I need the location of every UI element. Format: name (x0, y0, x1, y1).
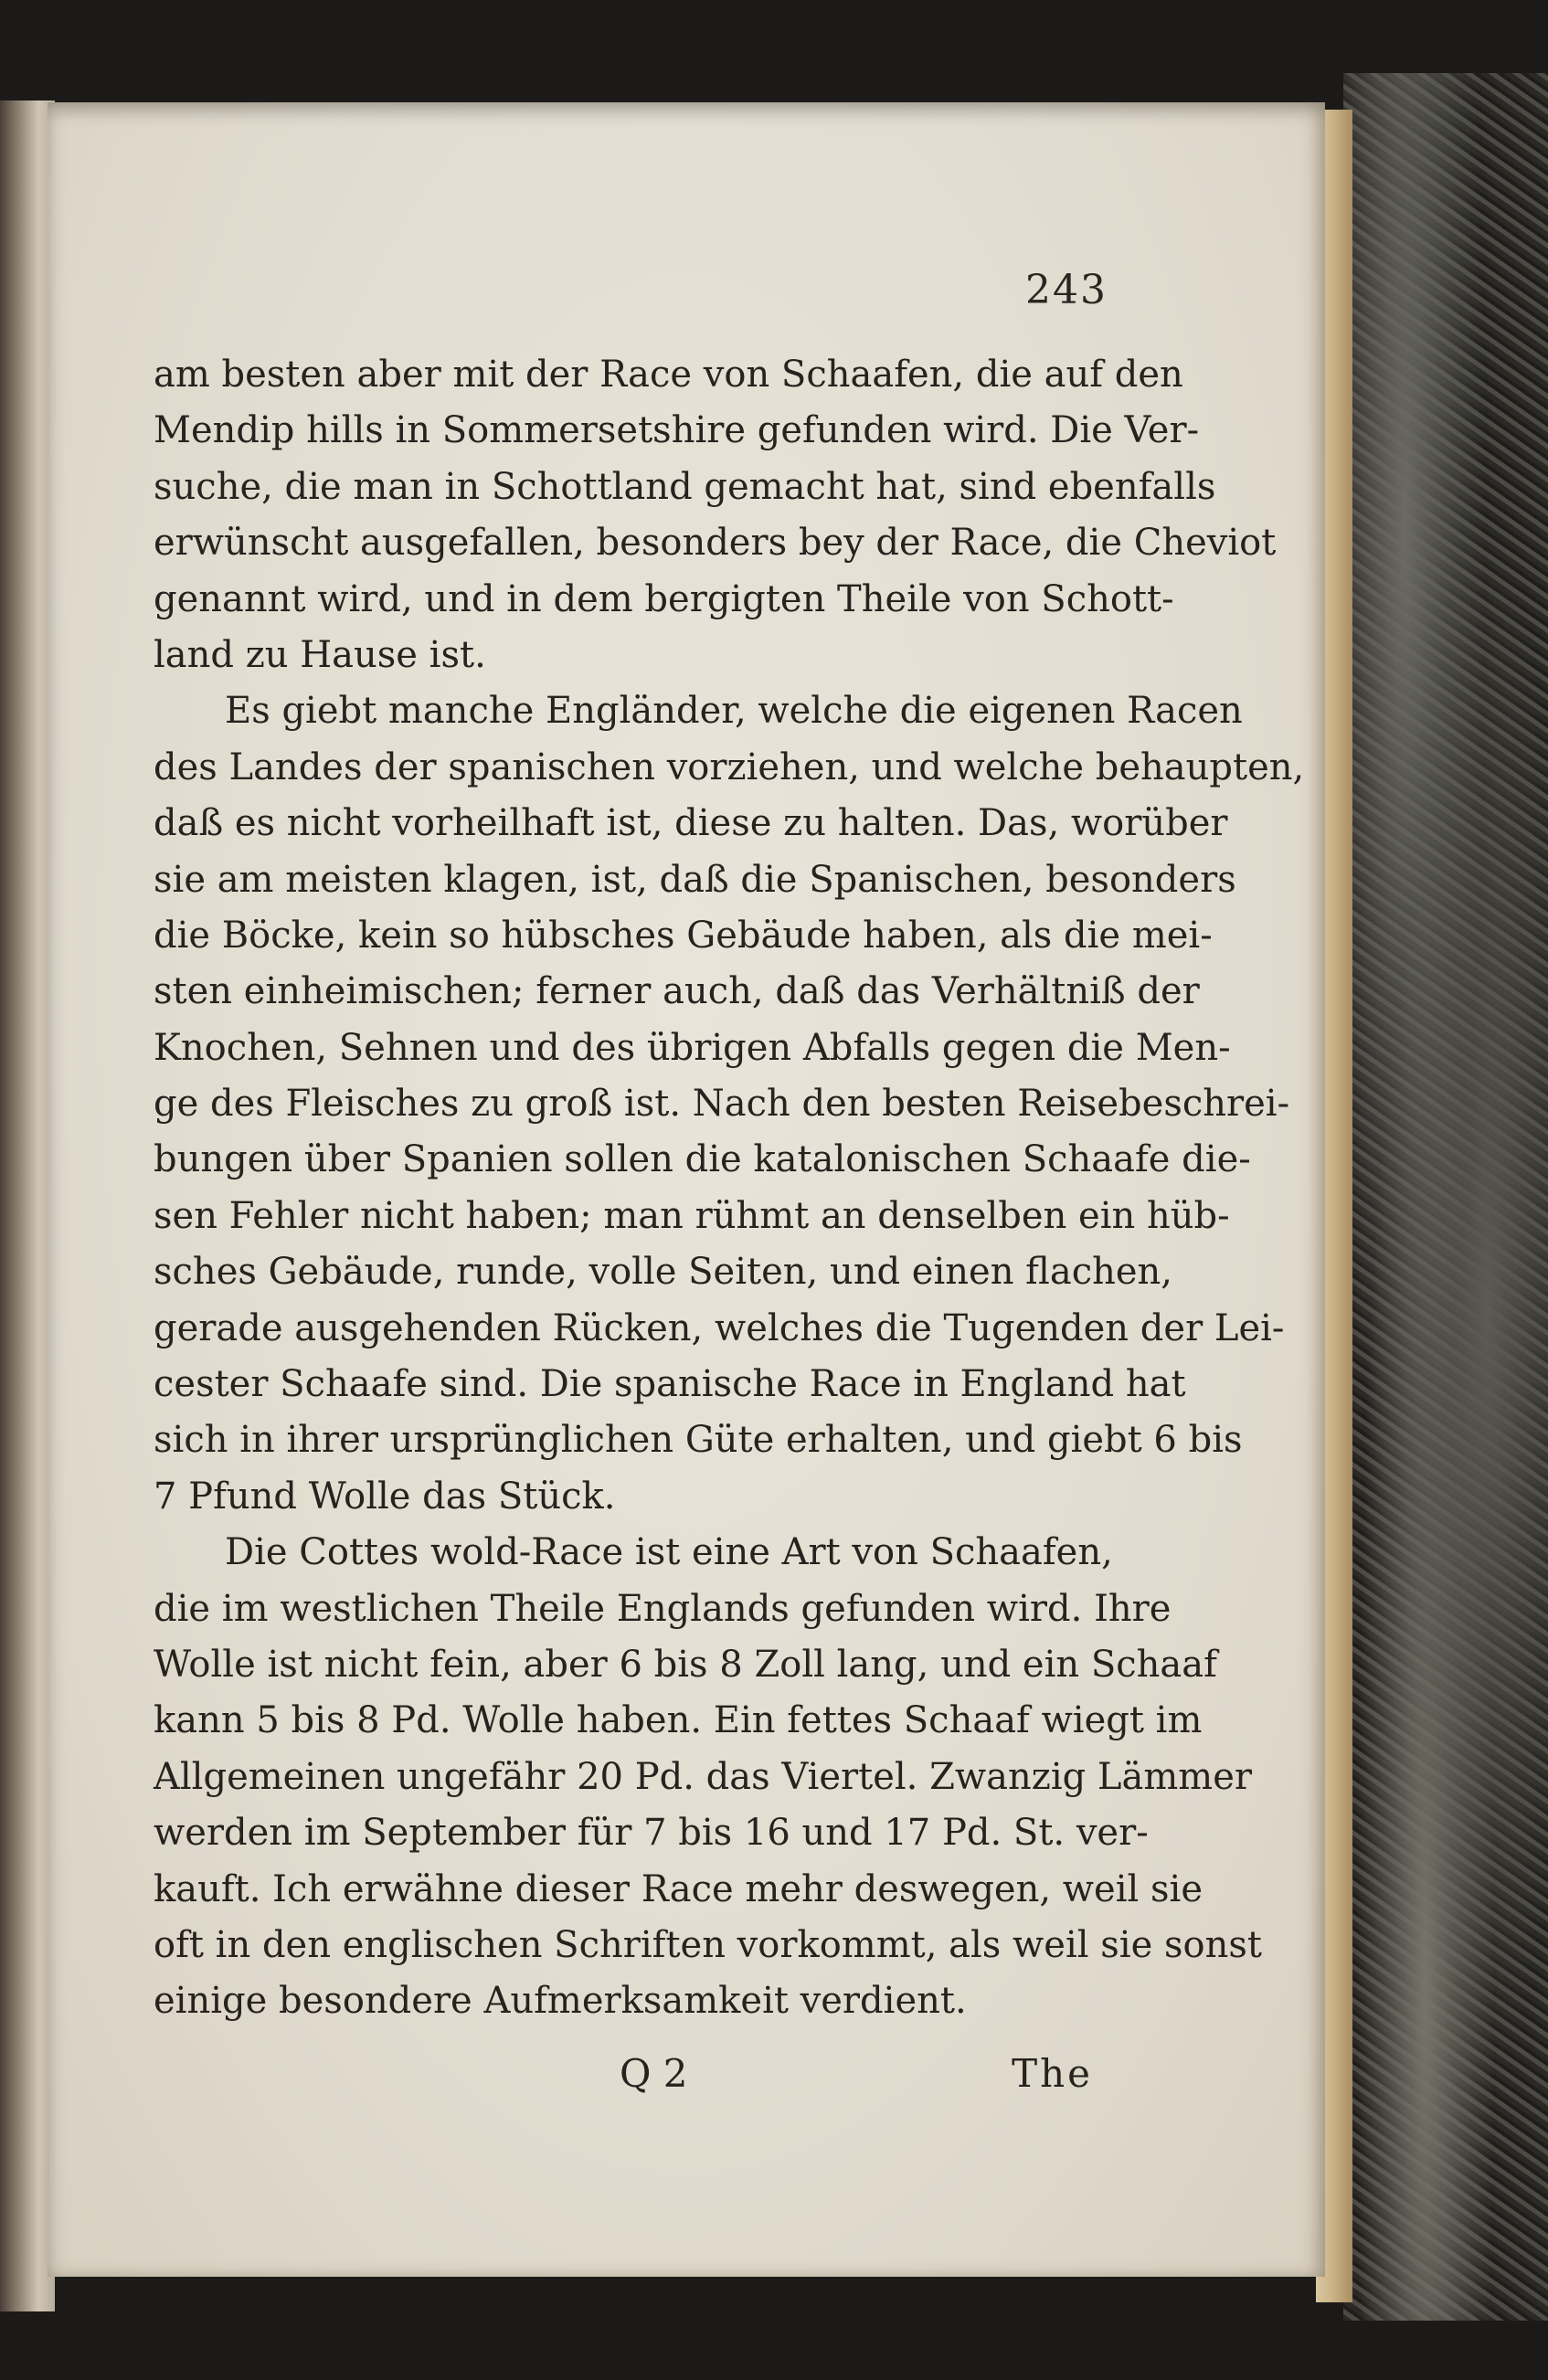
text-line: werden im September für 7 bis 16 und 17 Pd. St. ver- (154, 1812, 1149, 1855)
text-line: Die Cottes wold-Race ist eine Art von Schaafen, (225, 1531, 1113, 1574)
text-line: suche, die man in Schottland gemacht hat, sind ebenfalls (154, 465, 1216, 508)
marbled-cover (1343, 73, 1548, 2321)
body-text (154, 347, 1305, 2030)
book-left-edge (0, 100, 55, 2311)
text-line: Es giebt manche Engländer, welche die eigenen Racen (225, 690, 1243, 733)
text-line: oft in den englischen Schriften vorkommt, als weil sie sonst (154, 1923, 1262, 1966)
text-line: Allgemeinen ungefähr 20 Pd. das Viertel. Zwanzig Lämmer (154, 1755, 1252, 1798)
text-line: die Böcke, kein so hübsches Gebäude haben, als die mei- (154, 914, 1213, 957)
text-line: Mendip hills in Sommersetshire gefunden wird. Die Ver- (154, 409, 1200, 452)
text-line: kauft. Ich erwähne dieser Race mehr deswegen, weil sie (154, 1867, 1203, 1910)
text-line: Wolle ist nicht fein, aber 6 bis 8 Zoll lang, und ein Schaaf (154, 1643, 1217, 1686)
text-line: Knochen, Sehnen und des übrigen Abfalls gegen die Men- (154, 1026, 1231, 1069)
text-line: ge des Fleisches zu groß ist. Nach den besten Reisebeschrei- (154, 1083, 1290, 1126)
text-line: des Landes der spanischen vorziehen, und welche behaupten, (154, 746, 1305, 788)
text-line: genannt wird, und in dem bergigten Theile von Schott- (154, 577, 1174, 620)
text-line: kann 5 bis 8 Pd. Wolle haben. Ein fettes Schaaf wiegt im (154, 1699, 1203, 1742)
text-line: gerade ausgehenden Rücken, welches die Tugenden der Lei- (154, 1306, 1285, 1349)
text-line: 7 Pfund Wolle das Stück. (154, 1475, 616, 1518)
page-footer (154, 2051, 1093, 2106)
text-line: die im westlichen Theile Englands gefunden wird. Ihre (154, 1587, 1172, 1630)
text-line: sches Gebäude, runde, volle Seiten, und einen flachen, (154, 1251, 1173, 1294)
text-line: sich in ihrer ursprünglichen Güte erhalten, und giebt 6 bis (154, 1419, 1243, 1462)
text-line: sten einheimischen; ferner auch, daß das Verhältniß der (154, 970, 1200, 1013)
page-number: 243 (1025, 267, 1108, 313)
text-line: am besten aber mit der Race von Schaafen, die auf den (154, 354, 1183, 396)
text-line: daß es nicht vorheilhaft ist, diese zu halten. Das, worüber (154, 802, 1228, 845)
text-line: cester Schaafe sind. Die spanische Race in England hat (154, 1363, 1186, 1406)
signature-mark: Q 2 (620, 2051, 688, 2096)
text-line: einige besondere Aufmerksamkeit verdient. (154, 1980, 967, 2023)
text-line: sen Fehler nicht haben; man rühmt an denselben ein hüb- (154, 1194, 1230, 1237)
text-line: sie am meisten klagen, ist, daß die Spanischen, besonders (154, 858, 1236, 901)
text-line: erwünscht ausgefallen, besonders bey der Race, die Cheviot (154, 522, 1277, 565)
text-line: bungen über Spanien sollen die katalonischen Schaafe die- (154, 1138, 1251, 1181)
text-line: land zu Hause ist. (154, 633, 486, 676)
catchword: The (1012, 2051, 1093, 2096)
